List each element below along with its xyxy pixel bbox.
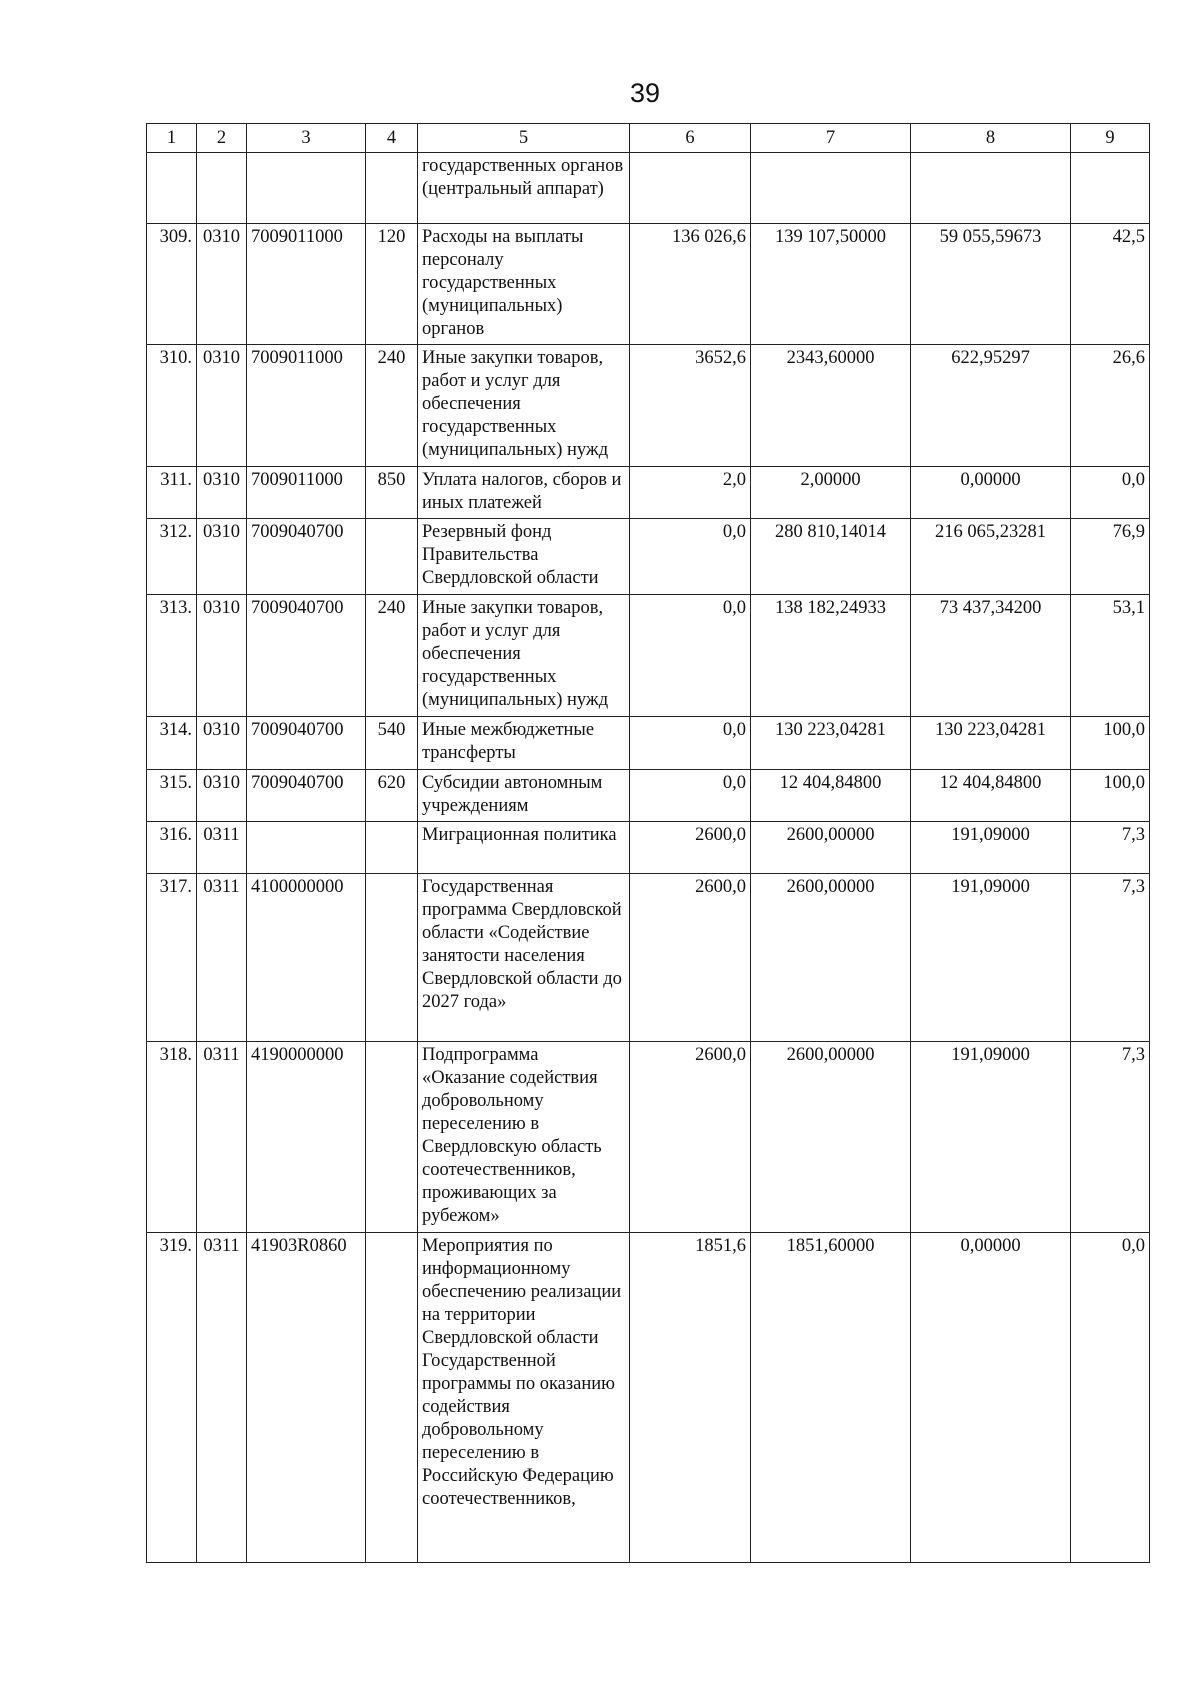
section-code: 0311: [197, 1042, 247, 1233]
section-code: 0310: [197, 770, 247, 822]
section-code: 0310: [197, 717, 247, 770]
percent-col-9: 76,9: [1071, 519, 1150, 595]
value-col-7: 2600,00000: [751, 1042, 911, 1233]
value-col-6: 2600,0: [630, 874, 751, 1042]
item-name: Иные закупки товаров, работ и услуг для обеспечения государственных (муниципальных) нужд: [418, 345, 630, 467]
value-col-7: 12 404,84800: [751, 770, 911, 822]
item-name: Уплата налогов, сборов и иных платежей: [418, 467, 630, 519]
expense-type-code: [366, 153, 418, 224]
value-col-8: 59 055,59673: [911, 224, 1071, 345]
item-name: Субсидии автономным учреждениям: [418, 770, 630, 822]
value-col-7: 2600,00000: [751, 874, 911, 1042]
row-number: 315.: [147, 770, 197, 822]
value-col-8: 622,95297: [911, 345, 1071, 467]
percent-col-9: 0,0: [1071, 467, 1150, 519]
target-article-code: 7009011000: [247, 345, 366, 467]
percent-col-9: 53,1: [1071, 595, 1150, 717]
header-cell-6: 6: [630, 124, 751, 153]
value-col-6: 2600,0: [630, 822, 751, 874]
section-code: 0310: [197, 595, 247, 717]
percent-col-9: 7,3: [1071, 822, 1150, 874]
header-cell-5: 5: [418, 124, 630, 153]
expense-type-code: 540: [366, 717, 418, 770]
header-row: [147, 124, 1150, 153]
value-col-8: 216 065,23281: [911, 519, 1071, 595]
row-number: 316.: [147, 822, 197, 874]
value-col-8: 191,09000: [911, 822, 1071, 874]
header-cell-4: 4: [366, 124, 418, 153]
target-article-code: 7009040700: [247, 770, 366, 822]
section-code: 0311: [197, 1233, 247, 1563]
value-col-6: 0,0: [630, 595, 751, 717]
header-cell-8: 8: [911, 124, 1071, 153]
expense-type-code: 620: [366, 770, 418, 822]
value-col-7: [751, 153, 911, 224]
expense-type-code: 120: [366, 224, 418, 345]
table-row: [147, 467, 1150, 519]
expense-type-code: 240: [366, 345, 418, 467]
expense-type-code: [366, 519, 418, 595]
table-row: [147, 345, 1150, 467]
item-name: государственных органов (центральный аппарат): [418, 153, 630, 224]
row-number: 313.: [147, 595, 197, 717]
row-number: 312.: [147, 519, 197, 595]
table-row: [147, 519, 1150, 595]
value-col-7: 139 107,50000: [751, 224, 911, 345]
table-row: [147, 822, 1150, 874]
target-article-code: 41903R0860: [247, 1233, 366, 1563]
value-col-7: 280 810,14014: [751, 519, 911, 595]
expense-type-code: [366, 874, 418, 1042]
value-col-8: 0,00000: [911, 467, 1071, 519]
target-article-code: 7009011000: [247, 467, 366, 519]
target-article-code: 7009011000: [247, 224, 366, 345]
section-code: 0311: [197, 822, 247, 874]
expense-type-code: 240: [366, 595, 418, 717]
value-col-7: 1851,60000: [751, 1233, 911, 1563]
table-row: [147, 874, 1150, 1042]
percent-col-9: 7,3: [1071, 1042, 1150, 1233]
table-row: [147, 1042, 1150, 1233]
header-cell-3: 3: [247, 124, 366, 153]
table-row: [147, 153, 1150, 224]
section-code: 0310: [197, 224, 247, 345]
row-number: 310.: [147, 345, 197, 467]
value-col-6: 3652,6: [630, 345, 751, 467]
section-code: 0310: [197, 519, 247, 595]
value-col-7: 130 223,04281: [751, 717, 911, 770]
value-col-8: 73 437,34200: [911, 595, 1071, 717]
budget-table: [146, 123, 1150, 1563]
item-name: Подпрограмма «Оказание содействия добровольному переселению в Свердловскую область соотечественников, проживающих за рубежом»: [418, 1042, 630, 1233]
value-col-6: 0,0: [630, 770, 751, 822]
expense-type-code: [366, 1042, 418, 1233]
value-col-6: 136 026,6: [630, 224, 751, 345]
value-col-8: [911, 153, 1071, 224]
header-cell-7: 7: [751, 124, 911, 153]
row-number: 319.: [147, 1233, 197, 1563]
value-col-8: 12 404,84800: [911, 770, 1071, 822]
section-code: 0310: [197, 345, 247, 467]
expense-type-code: [366, 1233, 418, 1563]
header-cell-2: 2: [197, 124, 247, 153]
page-number: 39: [629, 78, 661, 108]
item-name: Иные закупки товаров, работ и услуг для обеспечения государственных (муниципальных) нужд: [418, 595, 630, 717]
header-cell-9: 9: [1071, 124, 1150, 153]
table-row: [147, 595, 1150, 717]
row-number: 314.: [147, 717, 197, 770]
value-col-6: 0,0: [630, 717, 751, 770]
table-row: [147, 224, 1150, 345]
row-number: [147, 153, 197, 224]
target-article-code: 4190000000: [247, 1042, 366, 1233]
expense-type-code: [366, 822, 418, 874]
value-col-8: 0,00000: [911, 1233, 1071, 1563]
row-number: 311.: [147, 467, 197, 519]
row-number: 318.: [147, 1042, 197, 1233]
target-article-code: 4100000000: [247, 874, 366, 1042]
percent-col-9: [1071, 153, 1150, 224]
item-name: Иные межбюджетные трансферты: [418, 717, 630, 770]
header-cell-1: 1: [147, 124, 197, 153]
row-number: 317.: [147, 874, 197, 1042]
percent-col-9: 26,6: [1071, 345, 1150, 467]
value-col-6: 2600,0: [630, 1042, 751, 1233]
value-col-7: 2600,00000: [751, 822, 911, 874]
value-col-7: 138 182,24933: [751, 595, 911, 717]
item-name: Миграционная политика: [418, 822, 630, 874]
table-row: [147, 1233, 1150, 1563]
item-name: Государственная программа Свердловской области «Содействие занятости населения Свердловской области до 2027 года»: [418, 874, 630, 1042]
target-article-code: 7009040700: [247, 717, 366, 770]
percent-col-9: 0,0: [1071, 1233, 1150, 1563]
value-col-6: 1851,6: [630, 1233, 751, 1563]
percent-col-9: 100,0: [1071, 717, 1150, 770]
section-code: [197, 153, 247, 224]
percent-col-9: 7,3: [1071, 874, 1150, 1042]
expense-type-code: 850: [366, 467, 418, 519]
value-col-7: 2,00000: [751, 467, 911, 519]
item-name: Расходы на выплаты персоналу государственных (муниципальных) органов: [418, 224, 630, 345]
value-col-6: 0,0: [630, 519, 751, 595]
table-row: [147, 717, 1150, 770]
item-name: Резервный фонд Правительства Свердловской области: [418, 519, 630, 595]
table-row: [147, 770, 1150, 822]
target-article-code: [247, 153, 366, 224]
value-col-6: 2,0: [630, 467, 751, 519]
percent-col-9: 100,0: [1071, 770, 1150, 822]
value-col-6: [630, 153, 751, 224]
target-article-code: 7009040700: [247, 595, 366, 717]
target-article-code: [247, 822, 366, 874]
section-code: 0310: [197, 467, 247, 519]
item-name: Мероприятия по информационному обеспечению реализации на территории Свердловской области Государственной программы по оказанию содействия добровольному переселению в Российскую Федерацию соотечественников,: [418, 1233, 630, 1563]
value-col-8: 191,09000: [911, 874, 1071, 1042]
row-number: 309.: [147, 224, 197, 345]
value-col-7: 2343,60000: [751, 345, 911, 467]
target-article-code: 7009040700: [247, 519, 366, 595]
value-col-8: 130 223,04281: [911, 717, 1071, 770]
value-col-8: 191,09000: [911, 1042, 1071, 1233]
section-code: 0311: [197, 874, 247, 1042]
percent-col-9: 42,5: [1071, 224, 1150, 345]
